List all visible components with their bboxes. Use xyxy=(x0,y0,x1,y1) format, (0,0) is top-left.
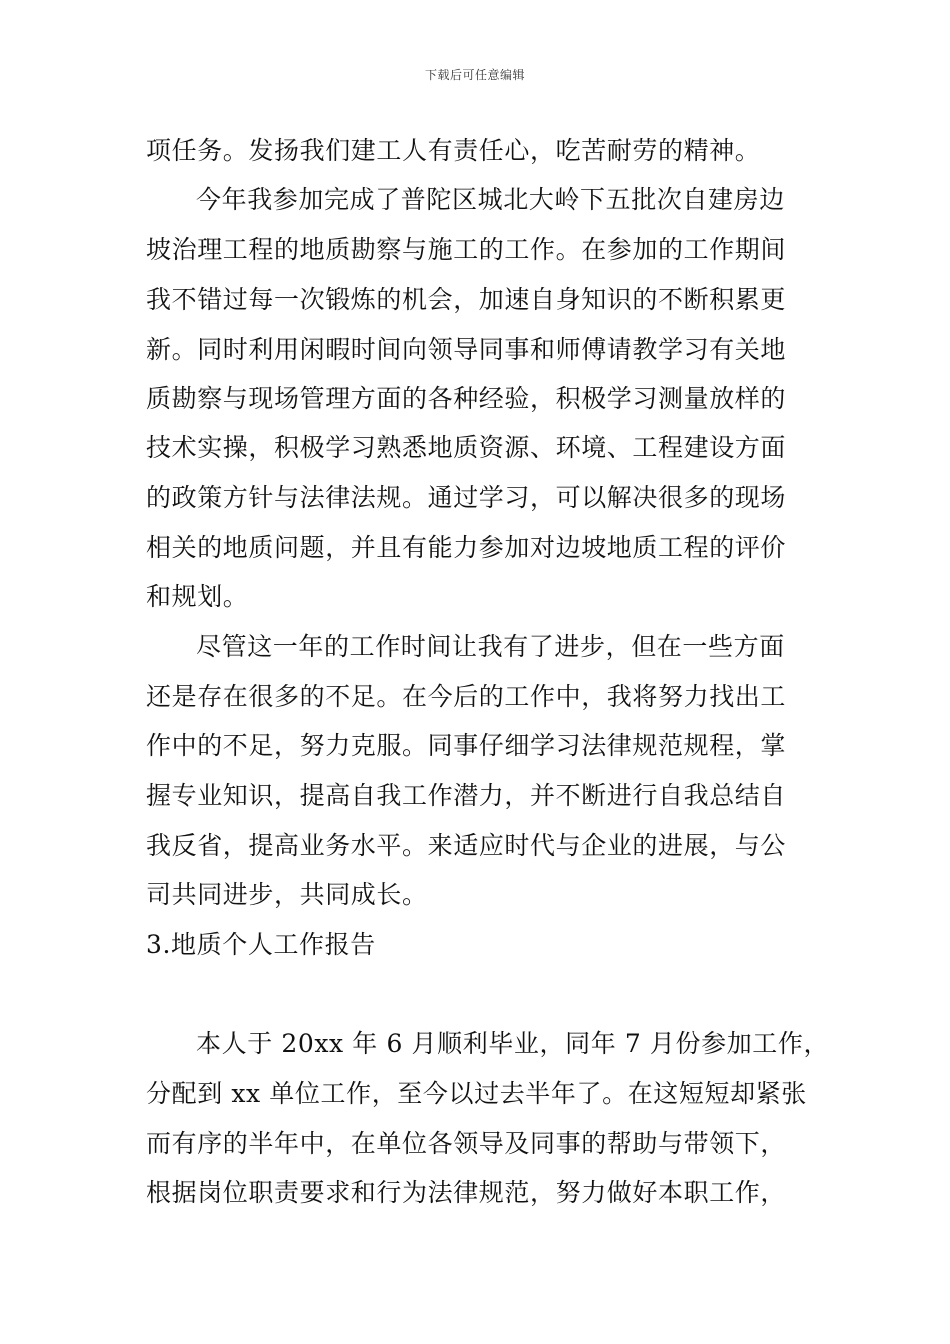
page-header: 下载后可任意编辑 xyxy=(424,68,525,82)
text-line: 技术实操，积极学习熟悉地质资源、环境、工程建设方面 xyxy=(146,433,787,462)
text-line: 我反省，提高业务水平。来适应时代与企业的进展，与公 xyxy=(146,831,787,860)
text-line: 质勘察与现场管理方面的各种经验，积极学习测量放样的 xyxy=(146,384,787,413)
section-heading: 3.地质个人工作报告 xyxy=(146,930,376,959)
text-line: 新。同时利用闲暇时间向领导同事和师傅请教学习有关地 xyxy=(146,335,787,364)
text-line: 而有序的半年中，在单位各领导及同事的帮助与带领下， xyxy=(146,1129,787,1158)
text-line: 握专业知识，提高自我工作潜力，并不断进行自我总结自 xyxy=(146,781,787,810)
text-line: 分配到 xx 单位工作，至今以过去半年了。在这短短却紧张 xyxy=(146,1079,807,1108)
paragraph-first-line: 本人于 20xx 年 6 月顺利毕业，同年 7 月份参加工作， xyxy=(196,1029,830,1058)
text-line: 作中的不足，努力克服。同事仔细学习法律规范规程，掌 xyxy=(146,731,787,760)
text-line: 还是存在很多的不足。在今后的工作中，我将努力找出工 xyxy=(146,682,787,711)
text-line: 的政策方针与法律法规。通过学习，可以解决很多的现场 xyxy=(146,483,787,512)
paragraph-first-line: 今年我参加完成了普陀区城北大岭下五批次自建房边 xyxy=(196,185,785,214)
text-line: 坡治理工程的地质勘察与施工的工作。在参加的工作期间 xyxy=(146,235,787,264)
text-line: 项任务。发扬我们建工人有责任心，吃苦耐劳的精神。 xyxy=(146,136,761,165)
text-line: 相关的地质问题，并且有能力参加对边坡地质工程的评价 xyxy=(146,533,787,562)
text-line: 和规划。 xyxy=(146,582,249,611)
text-line: 我不错过每一次锻炼的机会，加速自身知识的不断积累更 xyxy=(146,285,787,314)
text-line: 根据岗位职责要求和行为法律规范，努力做好本职工作， xyxy=(146,1178,787,1207)
text-line: 司共同进步，共同成长。 xyxy=(146,880,428,909)
paragraph-first-line: 尽管这一年的工作时间让我有了进步，但在一些方面 xyxy=(196,632,785,661)
